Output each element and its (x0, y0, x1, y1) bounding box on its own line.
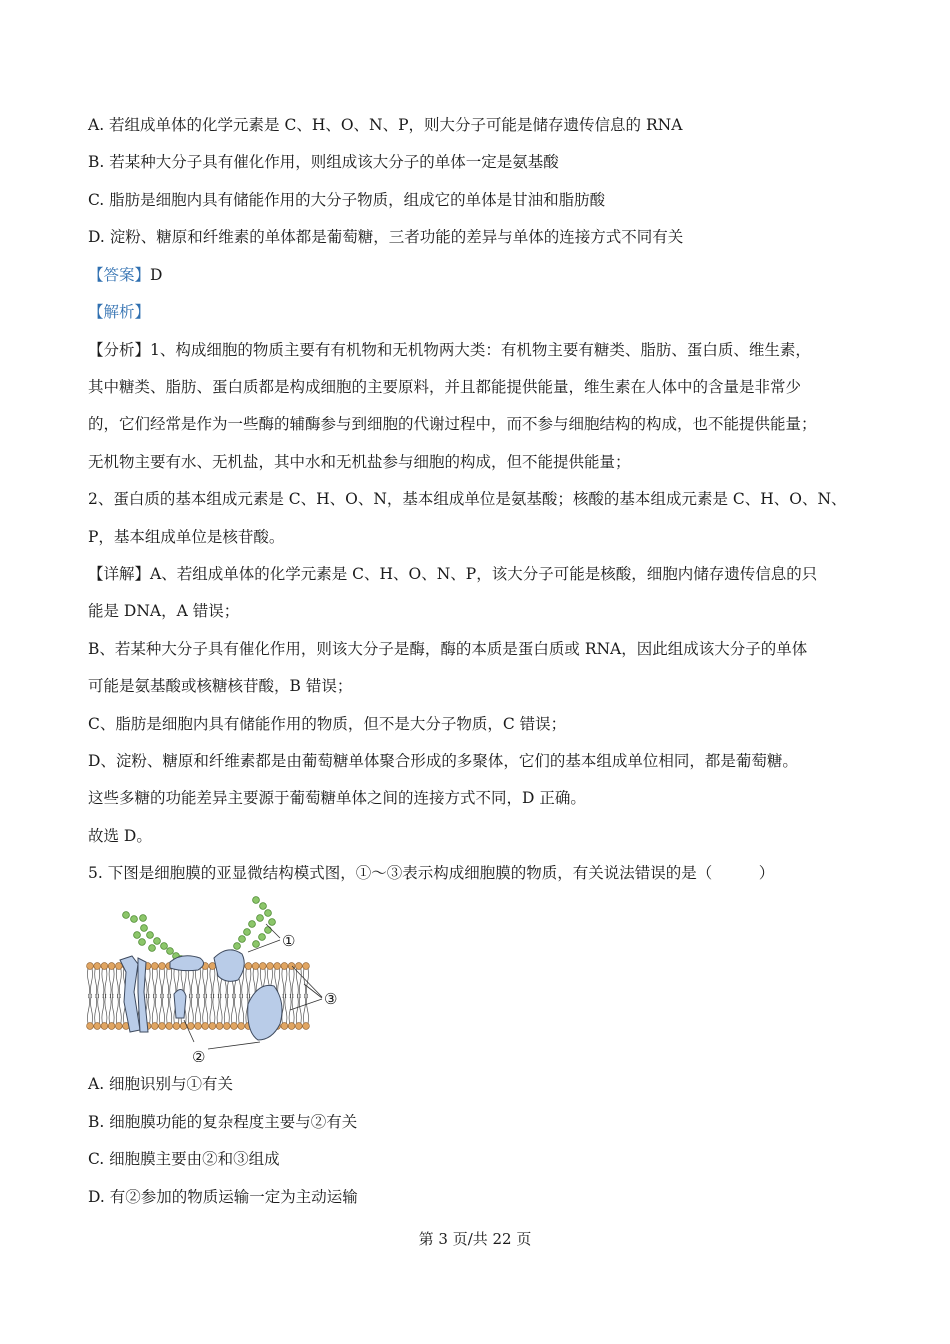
answer-value: D (150, 266, 163, 284)
label-two: ② (192, 1048, 206, 1062)
q4-option-c: C. 脂肪是细胞内具有储能作用的大分子物质，组成它的单体是甘油和脂肪酸 (88, 191, 606, 209)
detail-text-1: A、若组成单体的化学元素是 C、H、O、N、P，该大分子可能是核酸，细胞内储存遗传信息的只 (150, 565, 818, 583)
q4-option-b: B. 若某种大分子具有催化作用，则组成该大分子的单体一定是氨基酸 (88, 153, 559, 171)
detail-line-4: 可能是氨基酸或核糖核苷酸，B 错误； (88, 677, 353, 695)
analysis-text-1: 1、构成细胞的物质主要有有机物和无机物两大类：有机物主要有糖类、脂肪、蛋白质、维生素， (150, 341, 811, 359)
detail-line-3: B、若某种大分子具有催化作用，则该大分子是酶，酶的本质是蛋白质或 RNA，因此组成该大分子的单体 (88, 640, 808, 658)
analysis-line-5: 2、蛋白质的基本组成元素是 C、H、O、N，基本组成单位是氨基酸；核酸的基本组成元素是 C、H、O、N、 (88, 490, 847, 508)
glycocalyx-chains (123, 897, 276, 963)
detail-line-6: D、淀粉、糖原和纤维素都是由葡萄糖单体聚合形成的多聚体，它们的基本组成单位相同，都是葡萄糖。 (88, 752, 798, 770)
q5-stem: 5. 下图是细胞膜的亚显微结构模式图，①～③表示构成细胞膜的物质，有关说法错误的是（ ） (88, 864, 775, 882)
label-three: ③ (324, 990, 338, 1008)
q5-option-a: A. 细胞识别与①有关 (88, 1075, 234, 1093)
analysis-label: 【解析】 (88, 303, 151, 321)
detail-line-2: 能是 DNA，A 错误； (88, 602, 240, 620)
label-one: ① (282, 932, 296, 950)
detail-line-1 (88, 564, 817, 584)
q4-option-a: A. 若组成单体的化学元素是 C、H、O、N、P，则大分子可能是储存遗传信息的 RNA (88, 116, 683, 134)
page-footer: 第 3 页/共 22 页 (418, 1230, 532, 1248)
answer-label: 【答案】 (88, 266, 151, 284)
detail-label: 【详解】 (88, 565, 151, 583)
analysis-line-4: 无机物主要有水、无机盐，其中水和无机盐参与细胞的构成，但不能提供能量； (88, 453, 631, 471)
q5-option-c: C. 细胞膜主要由②和③组成 (88, 1150, 280, 1168)
analysis-line-3: 的，它们经常是作为一些酶的辅酶参与到细胞的代谢过程中，而不参与细胞结构的构成，也不能提供能量； (88, 415, 817, 433)
detail-line-7: 这些多糖的功能差异主要源于葡萄糖单体之间的连接方式不同，D 正确。 (88, 789, 586, 807)
analysis-line-2: 其中糖类、脂肪、蛋白质都是构成细胞的主要原料，并且都能提供能量，维生素在人体中的含量是非常少 (88, 378, 802, 396)
detail-line-8: 故选 D。 (88, 827, 152, 845)
q5-option-d: D. 有②参加的物质运输一定为主动运输 (88, 1188, 358, 1206)
cell-membrane-diagram (82, 892, 352, 1062)
analysis-line-1 (88, 340, 811, 360)
q4-option-d: D. 淀粉、糖原和纤维素的单体都是葡萄糖，三者功能的差异与单体的连接方式不同有关 (88, 228, 684, 246)
detail-line-5: C、脂肪是细胞内具有储能作用的物质，但不是大分子物质，C 错误； (88, 715, 567, 733)
analysis-sub-label: 【分析】 (88, 341, 151, 359)
analysis-line-6: P，基本组成单位是核苷酸。 (88, 528, 285, 546)
q5-option-b: B. 细胞膜功能的复杂程度主要与②有关 (88, 1113, 358, 1131)
answer-line (88, 265, 162, 285)
